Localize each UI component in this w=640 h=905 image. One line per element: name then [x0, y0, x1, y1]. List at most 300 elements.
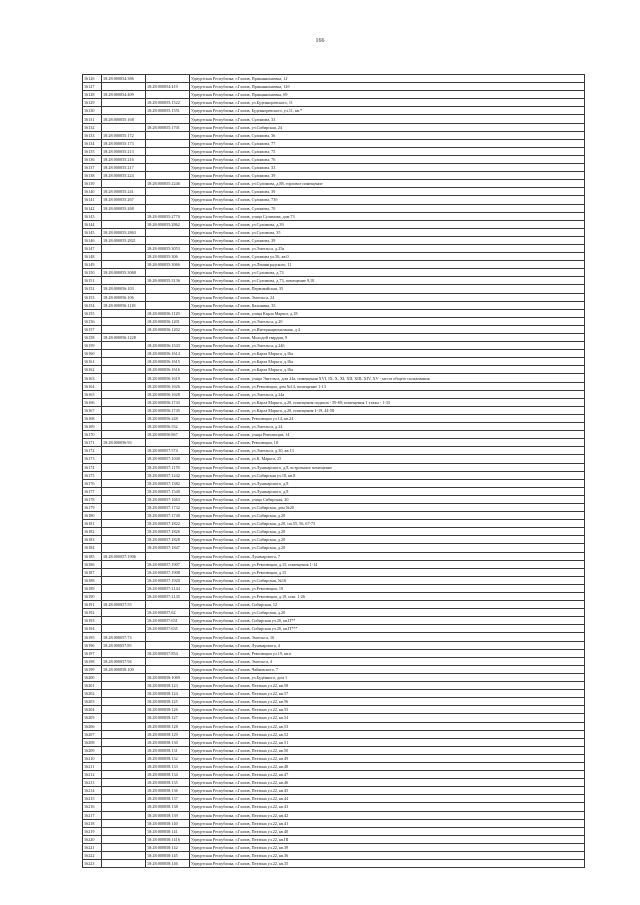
cadastral-number-alt-cell	[146, 269, 190, 277]
table-row	[83, 503, 585, 511]
address-cell: Удмуртская Республика, г.Глазов, ул.Сулимова, д.73	[190, 269, 585, 277]
row-number-cell: 16201	[83, 682, 102, 690]
cadastral-number-alt-cell	[146, 633, 190, 641]
row-number-cell: 16146	[83, 236, 102, 244]
cadastral-number-cell	[102, 835, 146, 843]
table-row	[83, 123, 585, 131]
table-row	[83, 746, 585, 754]
address-cell: Удмуртская Республика, г.Глазов, Пехтина ул.22, кв.36	[190, 852, 585, 860]
row-number-cell: 16218	[83, 819, 102, 827]
table-row	[83, 309, 585, 317]
cadastral-number-alt-cell: 18:28:000056:1543	[146, 342, 190, 350]
table-row	[83, 536, 585, 544]
row-number-cell: 16210	[83, 754, 102, 762]
address-cell: Удмуртская Республика, г.Глазов, ул.Карла Маркса, д.16а	[190, 350, 585, 358]
table-row	[83, 83, 585, 91]
table-row	[83, 520, 585, 528]
cadastral-number-cell	[102, 358, 146, 366]
cadastral-number-alt-cell: 18:28:000055:1551	[146, 107, 190, 115]
row-number-cell: 16220	[83, 835, 102, 843]
row-number-cell: 16139	[83, 180, 102, 188]
cadastral-number-alt-cell	[146, 131, 190, 139]
table-row	[83, 398, 585, 406]
address-cell: Удмуртская Республика, г.Глазов, Пехтина ул.22, кв.45	[190, 787, 585, 795]
cadastral-number-cell	[102, 471, 146, 479]
cadastral-number-alt-cell: 18:28:000057:2144	[146, 584, 190, 592]
table-row	[83, 91, 585, 99]
cadastral-number-alt-cell	[146, 164, 190, 172]
address-cell: Удмуртская Республика, г.Глазов, Приканнонаевка, 12	[190, 75, 585, 83]
address-cell: Удмуртская Республика, г.Глазов, улица Карла Маркса, д.18	[190, 309, 585, 317]
row-number-cell: 16199	[83, 665, 102, 673]
address-cell: Удмуртская Республика, г.Глазов, Пехтина ул.22, кв.48	[190, 762, 585, 770]
row-number-cell: 16144	[83, 220, 102, 228]
table-row	[83, 439, 585, 447]
row-number-cell: 16147	[83, 244, 102, 252]
row-number-cell: 16213	[83, 779, 102, 787]
table-row	[83, 431, 585, 439]
table-row	[83, 244, 585, 252]
row-number-cell: 16166	[83, 398, 102, 406]
address-cell: Удмуртская Республика, г.Глазов, Буденноревского, ул.11, кв.*	[190, 107, 585, 115]
cadastral-number-alt-cell: 18:28:000056:1745	[146, 406, 190, 414]
row-number-cell: 16167	[83, 406, 102, 414]
cadastral-number-cell: 18:28:000056:1228	[102, 334, 146, 342]
address-cell: Удмуртская Республика, г.Глазов, улица Сибирская, 20	[190, 495, 585, 503]
table-row	[83, 690, 585, 698]
row-number-cell: 16184	[83, 544, 102, 552]
cadastral-number-alt-cell: 18:28:000057:1908	[146, 568, 190, 576]
cadastral-number-alt-cell	[146, 139, 190, 147]
cadastral-number-alt-cell: 18:28:000056:1626	[146, 382, 190, 390]
table-row	[83, 147, 585, 155]
cadastral-number-cell	[102, 487, 146, 495]
row-number-cell: 16176	[83, 479, 102, 487]
address-cell: Удмуртская Республика, г.Глазов, Пехтина ул.22, кв.39	[190, 843, 585, 851]
address-cell: Удмуртская Республика, г.Глазов, Пехтина ул.22, кв.55	[190, 706, 585, 714]
row-number-cell: 16215	[83, 795, 102, 803]
cadastral-number-cell	[102, 593, 146, 601]
table-row	[83, 382, 585, 390]
table-row	[83, 479, 585, 487]
cadastral-number-cell	[102, 787, 146, 795]
cadastral-number-cell	[102, 447, 146, 455]
table-row	[83, 269, 585, 277]
row-number-cell: 16214	[83, 787, 102, 795]
cadastral-number-cell: 18:28:000055:224	[102, 172, 146, 180]
row-number-cell: 16183	[83, 536, 102, 544]
table-row	[83, 673, 585, 681]
cadastral-number-cell	[102, 746, 146, 754]
table-row	[83, 560, 585, 568]
cadastral-number-cell	[102, 309, 146, 317]
cadastral-number-cell	[102, 617, 146, 625]
cadastral-number-cell	[102, 374, 146, 382]
cadastral-number-cell	[102, 771, 146, 779]
cadastral-number-cell: 18:28:000057:1906	[102, 552, 146, 560]
cadastral-number-alt-cell: 18:28:000057:1663	[146, 495, 190, 503]
table-row	[83, 172, 585, 180]
table-row	[83, 633, 585, 641]
table-row	[83, 253, 585, 261]
cadastral-number-alt-cell	[146, 147, 190, 155]
row-number-cell: 16196	[83, 641, 102, 649]
cadastral-number-alt-cell: 18:28:000058:126	[146, 706, 190, 714]
row-number-cell: 16189	[83, 584, 102, 592]
address-cell: Удмуртская Республика, г.Глазов, ул.Революции, дом №14, помещение 1-13	[190, 382, 585, 390]
table-row	[83, 584, 585, 592]
cadastral-number-alt-cell: 18:28:000058:132	[146, 754, 190, 762]
table-row	[83, 649, 585, 657]
address-cell: Удмуртская Республика, г.Глазов, ул.Энгельса, д.20	[190, 317, 585, 325]
table-row	[83, 204, 585, 212]
row-number-cell: 16133	[83, 131, 102, 139]
row-number-cell: 16186	[83, 560, 102, 568]
row-number-cell: 16126	[83, 75, 102, 83]
address-cell: Удмуртская Республика, г.Глазов, ул.Ленинградского, 11	[190, 261, 585, 269]
row-number-cell: 16140	[83, 188, 102, 196]
row-number-cell: 16209	[83, 746, 102, 754]
cadastral-number-alt-cell: 18:28:000058:1416	[146, 835, 190, 843]
row-number-cell: 16223	[83, 860, 102, 868]
table-row	[83, 75, 585, 83]
address-cell: Удмуртская Республика, г.Глазов, ул.Сулимова, д.88, торговое помещение	[190, 180, 585, 188]
address-cell: Удмуртская Республика, г.Глазов, ул.Луначарского, д.8, встроенное помещение	[190, 463, 585, 471]
address-cell: Удмуртская Республика, г.Глазов, Революции, 18	[190, 439, 585, 447]
cadastral-number-cell	[102, 698, 146, 706]
address-cell: Удмуртская Республика, г.Глазов, ул.Энгельса, д.24а	[190, 390, 585, 398]
cadastral-number-cell	[102, 690, 146, 698]
table-row	[83, 698, 585, 706]
table-row	[83, 139, 585, 147]
cadastral-number-alt-cell: 18:28:000058:133	[146, 762, 190, 770]
cadastral-number-alt-cell: 18:28:000058:127	[146, 714, 190, 722]
row-number-cell: 16204	[83, 706, 102, 714]
row-number-cell: 16143	[83, 212, 102, 220]
cadastral-number-cell	[102, 123, 146, 131]
table-row	[83, 730, 585, 738]
cadastral-number-alt-cell	[146, 552, 190, 560]
address-cell: Удмуртская Республика, г.Глазов, Сулимова, 39	[190, 236, 585, 244]
cadastral-number-cell: 18:28:000055:168	[102, 115, 146, 123]
address-cell: Удмуртская Республика, г.Глазов, Пехтина ул.22, кв.47	[190, 771, 585, 779]
cadastral-number-cell: 18:28:000055:268	[102, 204, 146, 212]
cadastral-number-alt-cell: 18:28:000057:1242	[146, 471, 190, 479]
cadastral-number-cell	[102, 706, 146, 714]
cadastral-number-cell	[102, 414, 146, 422]
table-row	[83, 188, 585, 196]
address-cell: Удмуртская Республика, г.Глазов, Пехтина ул.22, кв.50	[190, 746, 585, 754]
cadastral-number-cell: 18:28:000055:217	[102, 164, 146, 172]
cadastral-number-cell: 18:28:000057:55	[102, 601, 146, 609]
table-row	[83, 593, 585, 601]
cadastral-number-alt-cell: 18:28:000057:1920	[146, 576, 190, 584]
cadastral-number-cell	[102, 609, 146, 617]
address-cell: Удмуртская Республика, г.Глазов, Сулимова, 39	[190, 172, 585, 180]
cadastral-number-alt-cell: 18:28:000057:2145	[146, 593, 190, 601]
cadastral-number-cell	[102, 244, 146, 252]
cadastral-number-alt-cell: 18:28:000056:1202	[146, 325, 190, 333]
table-row	[83, 334, 585, 342]
cadastral-number-alt-cell: 18:28:000058:141	[146, 827, 190, 835]
cadastral-number-cell	[102, 83, 146, 91]
cadastral-number-alt-cell: 18:28:000056:1619	[146, 374, 190, 382]
address-cell: Удмуртская Республика, г.Глазов, Пехтина ул.22, кв.44	[190, 795, 585, 803]
address-cell: Удмуртская Республика, г.Глазов, Пехтина ул.22, кв.51	[190, 738, 585, 746]
row-number-cell: 16158	[83, 334, 102, 342]
table-row	[83, 99, 585, 107]
table-row	[83, 180, 585, 188]
row-number-cell: 16152	[83, 285, 102, 293]
address-cell: Удмуртская Республика, г.Глазов, Пехтина ул.22, кв.III	[190, 835, 585, 843]
cadastral-number-cell	[102, 253, 146, 261]
table-row	[83, 657, 585, 665]
address-cell: Удмуртская Республика, г.Глазов, Пехтина ул.22, кв.54	[190, 714, 585, 722]
cadastral-number-cell	[102, 536, 146, 544]
cadastral-number-alt-cell: 18:28:000057:1740	[146, 512, 190, 520]
cadastral-number-cell	[102, 423, 146, 431]
cadastral-number-cell	[102, 762, 146, 770]
cadastral-number-cell	[102, 730, 146, 738]
table-row	[83, 625, 585, 633]
table-row	[83, 164, 585, 172]
cadastral-number-cell	[102, 342, 146, 350]
address-cell: Удмуртская Республика, г.Глазов, Сулимова, 36	[190, 131, 585, 139]
cadastral-number-alt-cell: 18:28:000058:146	[146, 860, 190, 868]
address-cell: Удмуртская Республика, г.Глазов, ул.Сибирская, дом №20	[190, 503, 585, 511]
row-number-cell: 16153	[83, 293, 102, 301]
cadastral-number-alt-cell	[146, 293, 190, 301]
row-number-cell: 16150	[83, 269, 102, 277]
row-number-cell: 16175	[83, 471, 102, 479]
address-cell: Удмуртская Республика, г.Глазов, ул.Сулимова, д.39	[190, 220, 585, 228]
cadastral-number-cell	[102, 795, 146, 803]
address-cell: Удмуртская Республика, г.Глазов, Сулимова, 33	[190, 115, 585, 123]
cadastral-number-cell	[102, 649, 146, 657]
address-cell: Удмуртская Республика, г.Глазов, Пехтина ул.22, кв.42	[190, 811, 585, 819]
cadastral-number-cell: 18:28:000056:106	[102, 293, 146, 301]
cadastral-number-alt-cell	[146, 301, 190, 309]
cadastral-number-cell: 18:28:000055:213	[102, 147, 146, 155]
cadastral-number-cell: 18:28:000056:1118	[102, 301, 146, 309]
registry-table	[82, 74, 585, 868]
row-number-cell: 16203	[83, 698, 102, 706]
row-number-cell: 16157	[83, 325, 102, 333]
row-number-cell: 16173	[83, 455, 102, 463]
cadastral-number-cell	[102, 714, 146, 722]
table-row	[83, 285, 585, 293]
cadastral-number-cell: 18:28:000057:85	[102, 641, 146, 649]
table-row	[83, 390, 585, 398]
table-row	[83, 714, 585, 722]
cadastral-number-alt-cell	[146, 196, 190, 204]
cadastral-number-alt-cell: 18:28:000055:1522	[146, 99, 190, 107]
row-number-cell: 16161	[83, 358, 102, 366]
cadastral-number-cell: 18:28:000057:94	[102, 657, 146, 665]
cadastral-number-cell: 18:28:000056:103	[102, 285, 146, 293]
table-row	[83, 455, 585, 463]
cadastral-number-cell	[102, 503, 146, 511]
table-row	[83, 196, 585, 204]
address-cell: Удмуртская Республика, г.Глазов, ул.Сибирская, д.20	[190, 544, 585, 552]
address-cell: Удмуртская Республика, г.Глазов, Приканнонаевка, 12б	[190, 83, 585, 91]
row-number-cell: 16145	[83, 228, 102, 236]
cadastral-number-alt-cell: 18:28:000057:631	[146, 617, 190, 625]
address-cell: Удмуртская Республика, г.Глазов, ул.Революции, д.15, помещения 1-14	[190, 560, 585, 568]
cadastral-number-cell	[102, 382, 146, 390]
table-row	[83, 301, 585, 309]
address-cell: Удмуртская Республика, г.Глазов, Энгельса, 4	[190, 657, 585, 665]
row-number-cell: 16162	[83, 366, 102, 374]
address-cell: Удмуртская Республика, г.Глазов, Пехтина ул.22, кв.52	[190, 730, 585, 738]
table-row	[83, 617, 585, 625]
table-row	[83, 471, 585, 479]
cadastral-number-alt-cell: 18:28:000058:124	[146, 690, 190, 698]
table-row	[83, 771, 585, 779]
row-number-cell: 16180	[83, 512, 102, 520]
cadastral-number-alt-cell: 18:28:000055:3136	[146, 277, 190, 285]
cadastral-number-alt-cell: 18:28:000058:142	[146, 843, 190, 851]
cadastral-number-alt-cell: 18:28:000056:1201	[146, 317, 190, 325]
cadastral-number-cell	[102, 99, 146, 107]
row-number-cell: 16159	[83, 342, 102, 350]
cadastral-number-alt-cell: 18:28:000057:1847	[146, 544, 190, 552]
cadastral-number-alt-cell: 18:28:000056:1628	[146, 390, 190, 398]
address-cell: Удмуртская Республика, г.Глазов, ул.Сибирская, №16	[190, 576, 585, 584]
cadastral-number-cell	[102, 860, 146, 868]
address-cell: Удмуртская Республика, г.Глазов, Сулимова, 75	[190, 147, 585, 155]
address-cell: Удмуртская Республика, г.Глазов, Калинина, 35	[190, 301, 585, 309]
row-number-cell: 16188	[83, 576, 102, 584]
address-cell: Удмуртская Республика, г.Глазов, Пехтина ул.22, кв.43	[190, 803, 585, 811]
address-cell: Удмуртская Республика, г.Глазов, улица Сулимова, дом 73	[190, 212, 585, 220]
cadastral-number-cell	[102, 261, 146, 269]
row-number-cell: 16179	[83, 503, 102, 511]
cadastral-number-cell	[102, 803, 146, 811]
row-number-cell: 16174	[83, 463, 102, 471]
cadastral-number-cell: 18:28:000055:241	[102, 188, 146, 196]
table-row	[83, 277, 585, 285]
row-number-cell: 16171	[83, 439, 102, 447]
table-row	[83, 738, 585, 746]
cadastral-number-alt-cell	[146, 665, 190, 673]
table-row	[83, 795, 585, 803]
cadastral-number-alt-cell	[146, 172, 190, 180]
cadastral-number-alt-cell: 18:28:000054:419	[146, 83, 190, 91]
table-row	[83, 609, 585, 617]
address-cell: Удмуртская Республика, г.Глазов, ул.Энгельса, д.24б	[190, 342, 585, 350]
table-row	[83, 374, 585, 382]
cadastral-number-cell: 18:28:000055:172	[102, 131, 146, 139]
cadastral-number-cell	[102, 779, 146, 787]
row-number-cell: 16212	[83, 771, 102, 779]
table-row	[83, 811, 585, 819]
row-number-cell: 16185	[83, 552, 102, 560]
cadastral-number-cell	[102, 180, 146, 188]
row-number-cell: 16154	[83, 301, 102, 309]
cadastral-number-cell	[102, 495, 146, 503]
address-cell: Удмуртская Республика, г.Глазов, ул.Сибирская, д.20	[190, 609, 585, 617]
table-row	[83, 754, 585, 762]
address-cell: Удмуртская Республика, г.Глазов, ул.Сибирская, д.20	[190, 528, 585, 536]
cadastral-number-cell	[102, 212, 146, 220]
cadastral-number-alt-cell: 18:28:000058:139	[146, 811, 190, 819]
address-cell: Удмуртская Республика, г.Глазов, Луначарского, 7	[190, 552, 585, 560]
cadastral-number-alt-cell: 18:28:000058:128	[146, 722, 190, 730]
table-row	[83, 495, 585, 503]
table-row	[83, 852, 585, 860]
cadastral-number-cell	[102, 479, 146, 487]
table-row	[83, 528, 585, 536]
address-cell: Удмуртская Республика, г.Глазов, ул.Сибирская, д.20	[190, 512, 585, 520]
table-row	[83, 317, 585, 325]
row-number-cell: 16192	[83, 609, 102, 617]
table-row	[83, 576, 585, 584]
cadastral-number-alt-cell: 18:28:000056:1614	[146, 350, 190, 358]
row-number-cell: 16160	[83, 350, 102, 358]
address-cell: Удмуртская Республика, г.Глазов, Энгельса, 24	[190, 293, 585, 301]
cadastral-number-cell	[102, 366, 146, 374]
cadastral-number-alt-cell	[146, 657, 190, 665]
row-number-cell: 16138	[83, 172, 102, 180]
cadastral-number-cell	[102, 463, 146, 471]
row-number-cell: 16194	[83, 625, 102, 633]
cadastral-number-cell	[102, 754, 146, 762]
cadastral-number-cell	[102, 625, 146, 633]
table-row	[83, 601, 585, 609]
address-cell: Удмуртская Республика, г.Глазов, ул.Энгельса, д.30, кв.13	[190, 447, 585, 455]
table-row	[83, 212, 585, 220]
cadastral-number-alt-cell: 18:28:000058:1069	[146, 673, 190, 681]
cadastral-number-alt-cell	[146, 236, 190, 244]
table-row	[83, 512, 585, 520]
cadastral-number-alt-cell: 18:28:000058:134	[146, 771, 190, 779]
address-cell: Удмуртская Республика, г.Глазов, ул.Луначарского, д.8	[190, 487, 585, 495]
cadastral-number-alt-cell: 18:28:000055:2862	[146, 220, 190, 228]
cadastral-number-alt-cell: 18:28:000057:1732	[146, 503, 190, 511]
table-row	[83, 860, 585, 868]
address-cell: Удмуртская Республика, г.Глазов, ул.Сулимова, д.73, помещение 9,10	[190, 277, 585, 285]
table-row	[83, 220, 585, 228]
cadastral-number-alt-cell: 18:28:000057:1828	[146, 536, 190, 544]
registry-table-body	[83, 75, 585, 868]
table-row	[83, 762, 585, 770]
address-cell: Удмуртская Республика, г.Глазов, Пехтина ул.22, кв.53	[190, 722, 585, 730]
cadastral-number-alt-cell: 18:28:000057:854	[146, 649, 190, 657]
cadastral-number-alt-cell: 18:28:000057:1907	[146, 560, 190, 568]
address-cell: Удмуртская Республика, г.Глазов, ул.Сибирская ул.18, кв.8	[190, 471, 585, 479]
address-cell: Удмуртская Республика, г.Глазов, Сулимова ул.56, кв.0	[190, 253, 585, 261]
cadastral-number-cell	[102, 673, 146, 681]
cadastral-number-alt-cell: 18:28:000058:137	[146, 795, 190, 803]
table-row	[83, 641, 585, 649]
table-row	[83, 236, 585, 244]
row-number-cell: 16206	[83, 722, 102, 730]
cadastral-number-alt-cell	[146, 91, 190, 99]
table-row	[83, 228, 585, 236]
cadastral-number-alt-cell: 18:28:000058:130	[146, 738, 190, 746]
address-cell: Удмуртская Республика, г.Глазов, Сулимова, 77	[190, 139, 585, 147]
cadastral-number-cell: 18:28:000057:73	[102, 633, 146, 641]
address-cell: Удмуртская Республика, г.Глазов, ул.Будённого, дом 1	[190, 673, 585, 681]
address-cell: Удмуртская Республика, г.Глазов, ул.Сибирская, д.20	[190, 536, 585, 544]
address-cell: Удмуртская Республика, г.Глазов, Пехтина ул.22, кв.40	[190, 827, 585, 835]
row-number-cell: 16187	[83, 568, 102, 576]
table-row	[83, 414, 585, 422]
address-cell: Удмуртская Республика, г.Глазов, Пехтина ул.22, кв.41	[190, 819, 585, 827]
cadastral-number-cell	[102, 560, 146, 568]
cadastral-number-alt-cell	[146, 188, 190, 196]
